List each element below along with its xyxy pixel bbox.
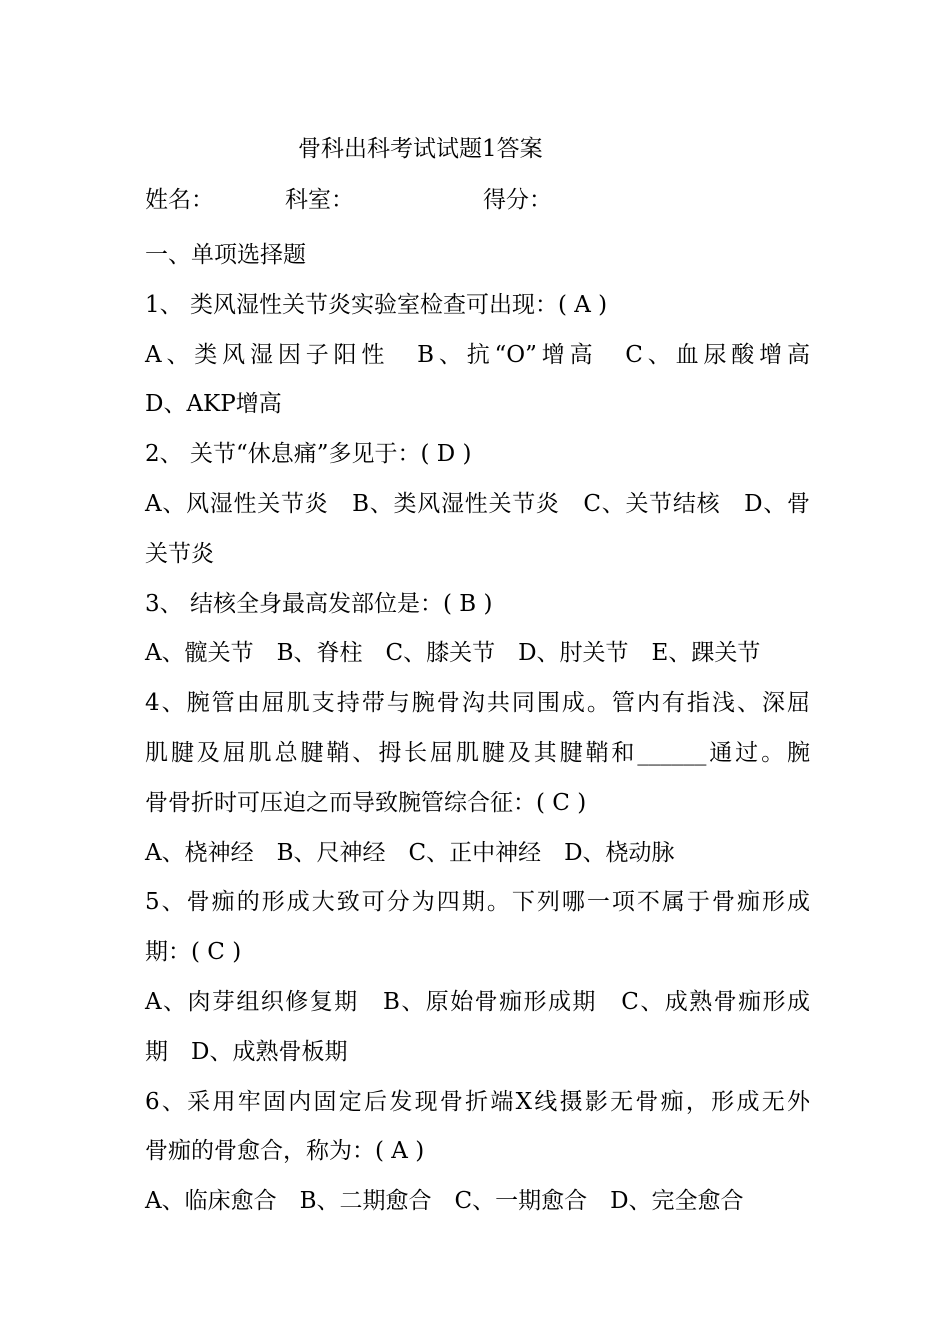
score-label: 得分： [483,187,552,213]
question-5: 5、骨痂的形成大致可分为四期。下列哪一项不属于骨痂形成 [145,889,810,916]
dept-label: 科室： [285,187,354,213]
section-heading: 一、单项选择题 [145,242,306,268]
question-5-cont: 期：( C ) [145,939,242,966]
question-4: 4、腕管由屈肌支持带与腕骨沟共同围成。管内有指浅、深屈 [145,690,810,717]
question-content [145,231,810,1227]
question-4-options: A、桡神经 B、尺神经 C、正中神经 D、桡动脉 [145,839,675,866]
question-6-options: A、临床愈合 B、二期愈合 C、一期愈合 D、完全愈合 [145,1188,744,1215]
question-2: 2、 关节“休息痛”多见于：( D ) [145,441,472,468]
question-5-options: A、肉芽组织修复期 B、原始骨痂形成期 C、成熟骨痂形成 [145,988,810,1015]
question-1-options: A、类风湿因子阳性 B、抗“O”增高 C、血尿酸增高 [145,341,810,368]
info-row [145,183,845,217]
question-3: 3、 结核全身最高发部位是：( B ) [145,590,493,617]
question-1-options-cont: D、AKP增高 [145,391,282,418]
question-2-options: A、风湿性关节炎 B、类风湿性关节炎 C、关节结核 D、骨 [145,490,810,517]
question-6: 6、采用牢固内固定后发现骨折端X线摄影无骨痂，形成无外 [145,1088,810,1115]
question-4-cont: 肌腱及屈肌总腱鞘、拇长屈肌腱及其腱鞘和______通过。腕 [145,739,810,766]
question-3-options: A、髋关节 B、脊柱 C、膝关节 D、肘关节 E、踝关节 [145,640,761,667]
question-4-cont-2: 骨骨折时可压迫之而导致腕管综合征：( C ) [145,789,587,816]
question-1: 1、 类风湿性关节炎实验室检查可出现：( A ) [145,291,608,318]
question-5-options-cont: 期 D、成熟骨板期 [145,1038,348,1065]
question-6-cont: 骨痂的骨愈合，称为：( A ) [145,1138,425,1165]
page-title: 骨科出科考试试题1答案 [298,136,543,162]
question-2-options-cont: 关节炎 [145,540,214,567]
name-label: 姓名： [145,187,214,213]
